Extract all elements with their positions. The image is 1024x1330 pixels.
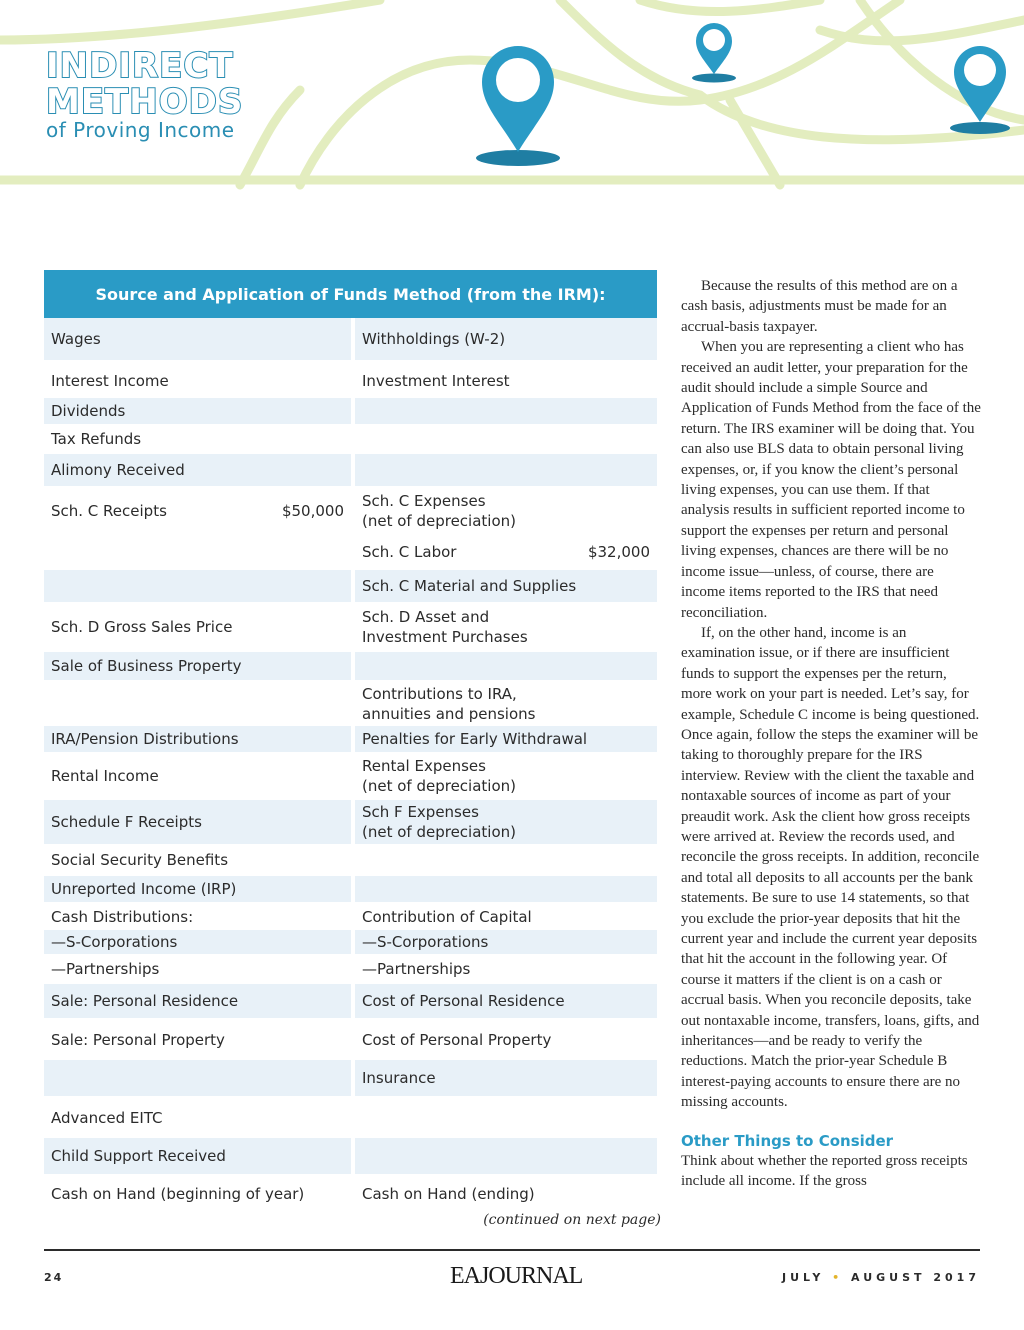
table-row [44, 930, 657, 954]
table-cell: —S-Corporations [51, 933, 178, 951]
table-cell: Sch F Expenses (net of depreciation) [362, 803, 516, 841]
table-cell: Sale: Personal Residence [51, 992, 239, 1010]
table-cell: Investment Interest [362, 372, 510, 390]
table-cell: —Partnerships [362, 960, 471, 978]
table-row [44, 488, 657, 534]
table-cell: Cash Distributions: [51, 908, 194, 926]
table-row [44, 1022, 657, 1058]
issue-date [782, 1271, 980, 1284]
table-cell: Cost of Personal Property [362, 1031, 552, 1049]
table-row [44, 956, 657, 982]
table-cell: Sale: Personal Property [51, 1031, 225, 1049]
table-row [44, 754, 657, 798]
continued-note: (continued on next page) [483, 1212, 661, 1228]
table-cell: —Partnerships [51, 960, 160, 978]
table-row [44, 364, 657, 398]
table-row [44, 682, 657, 726]
location-pin-icon [950, 46, 1010, 134]
table-cell: Sale of Business Property [51, 657, 242, 675]
table-cell: Cash on Hand (ending) [362, 1185, 535, 1203]
location-pin-icon [476, 46, 560, 166]
table-row [44, 536, 657, 568]
article-paragraph: Think about whether the reported gross receipts include all income. If the gross [681, 1152, 968, 1190]
title-line-methods: METHODS [46, 82, 244, 122]
table-cell: IRA/Pension Distributions [51, 730, 239, 748]
article-paragraph: Because the results of this method are on a cash basis, adjustments must be made for an accrual-basis taxpayer. [681, 278, 958, 335]
table-cell: —S-Corporations [362, 933, 489, 951]
title-line-subtitle: of Proving Income [46, 118, 235, 142]
table-row [44, 318, 657, 360]
table-cell: Cost of Personal Residence [362, 992, 565, 1010]
issue-separator: • [832, 1271, 844, 1284]
table-row [44, 1060, 657, 1096]
issue-month-1: JULY [782, 1271, 825, 1284]
table-cell: Sch. D Gross Sales Price [51, 618, 233, 636]
table-row [44, 652, 657, 680]
table-cell: Cash on Hand (beginning of year) [51, 1185, 305, 1203]
table-cell: Schedule F Receipts [51, 813, 202, 831]
table-row [44, 1100, 657, 1136]
table-amount: $50,000 [281, 502, 344, 520]
table-row [44, 904, 657, 930]
article-column [681, 276, 981, 1191]
table-cell: Insurance [362, 1069, 436, 1087]
table-row [44, 726, 657, 752]
table-cell: Contribution of Capital [362, 908, 532, 926]
table-cell: Rental Income [51, 767, 159, 785]
table-cell: Child Support Received [51, 1147, 226, 1165]
table-row [44, 1178, 657, 1210]
table-row [44, 426, 657, 452]
article-paragraph: If, on the other hand, income is an examination issue, or if there are insufficient funds to support the expenses per the return, more work on your part is needed. Let’s say, for example, Schedule C income is being questioned. Once again, follow the steps the examiner will be taking to thoroughly prepare for the IRS interview. Review with the client the taxable and nontaxable sources of income as part of your preaudit work. Ask the client how gross receipts were arrived at. Review the records used, and reconcile the gross receipts. In addition, reconcile and total all deposits to all accounts per the bank statements. Be sure to use 14 statements, so that you exclude the prior-year deposits that hit the current year and include the current year deposits that hit the account in the following year. Of course it matters if the client is on a cash or accrual basis. When you reconcile deposits, take out nontaxable income, transfers, loans, gifts, and inheritances—and be ready to verify the reductions. Match the prior-year Schedule B interest-paying accounts to ensure there are no missing accounts. [681, 624, 980, 1111]
footer-rule [44, 1249, 980, 1251]
table-cell: Sch. C Labor [362, 543, 457, 561]
location-pin-icon [692, 23, 736, 83]
table-cell: Wages [51, 330, 101, 348]
page-number: 24 [44, 1271, 64, 1284]
header-banner [0, 0, 1024, 190]
table-amount: $32,000 [587, 543, 650, 561]
table-row [44, 604, 657, 650]
table-cell: Sch. C Material and Supplies [362, 577, 577, 595]
table-cell: Unreported Income (IRP) [51, 880, 237, 898]
table-row [44, 398, 657, 424]
table-cell: Alimony Received [51, 461, 185, 479]
table-row [44, 454, 657, 486]
table-row [44, 800, 657, 844]
title-line-indirect: INDIRECT [46, 46, 234, 86]
table-cell: Social Security Benefits [51, 851, 229, 869]
table-cell: Dividends [51, 402, 126, 420]
table-cell: Sch. D Asset and Investment Purchases [362, 608, 528, 646]
table-cell: Advanced EITC [51, 1109, 163, 1127]
issue-month-2: AUGUST [851, 1271, 926, 1284]
table-cell: Rental Expenses (net of depreciation) [362, 757, 516, 795]
table-row [44, 570, 657, 602]
table-cell: Interest Income [51, 372, 169, 390]
table-row [44, 984, 657, 1018]
journal-logo: EAJOURNAL [450, 1263, 583, 1289]
funds-method-table [44, 270, 657, 1203]
article-subhead: Other Things to Consider [681, 1131, 894, 1150]
table-cell: Sch. C Receipts [51, 502, 167, 520]
table-title: Source and Application of Funds Method (from the IRM): [44, 270, 657, 318]
table-row [44, 1138, 657, 1174]
table-row [44, 876, 657, 902]
table-cell: Contributions to IRA, annuities and pensions [362, 685, 536, 723]
issue-year: 2017 [933, 1271, 980, 1284]
table-row [44, 846, 657, 874]
table-cell: Withholdings (W-2) [362, 330, 506, 348]
table-cell: Tax Refunds [51, 430, 142, 448]
table-cell: Penalties for Early Withdrawal [362, 730, 588, 748]
table-cell: Sch. C Expenses (net of depreciation) [362, 492, 516, 530]
article-paragraph: When you are representing a client who has received an audit letter, your preparation for the audit should include a simple Source and Application of Funds Method from the face of the return. The IRS examiner will be doing that. You can also use BLS data to obtain personal living expenses, or, if you know the client’s personal living expenses, you can use them. If that analysis results in sufficient reported income to support the expenses per return and personal living expenses, chances are there will be no income issue—unless, of course, there are income items reported to the IRS that need reconciliation. [681, 339, 981, 621]
